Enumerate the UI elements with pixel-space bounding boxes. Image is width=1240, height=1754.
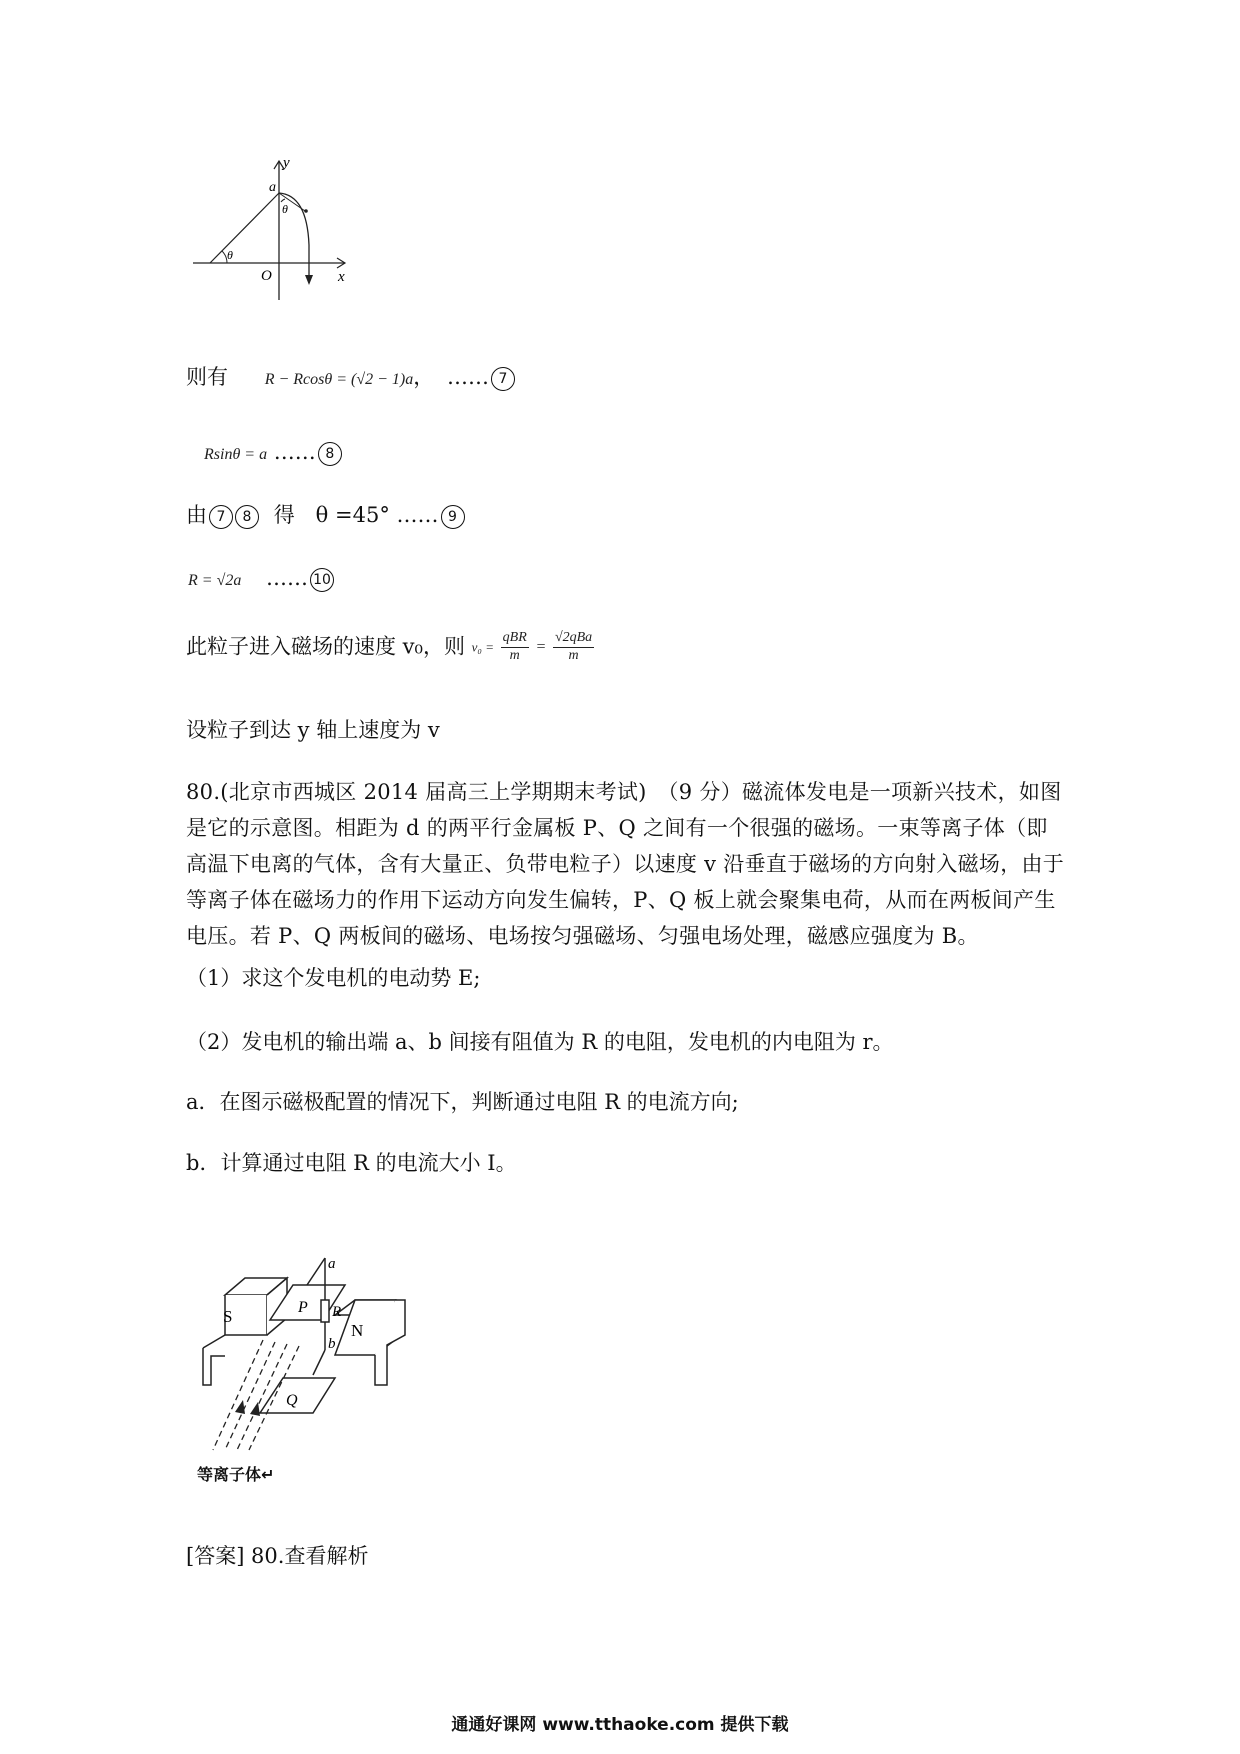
angle-theta-right: θ bbox=[282, 202, 288, 216]
answer-line: [答案] 80.查看解析 bbox=[186, 1544, 369, 1568]
equation-8 bbox=[204, 440, 342, 466]
velocity-line bbox=[186, 630, 594, 665]
circled-number-9: 9 bbox=[441, 505, 465, 529]
question-1: （1）求这个发电机的电动势 E; bbox=[186, 966, 481, 990]
equation-10 bbox=[188, 566, 334, 592]
equation-7-dots: …… bbox=[446, 365, 489, 389]
x-axis-label: x bbox=[338, 269, 345, 285]
velocity-y-axis-line: 设粒子到达 y 轴上速度为 v bbox=[186, 718, 440, 742]
resistor-r-label: R bbox=[332, 1304, 342, 1320]
fraction-2-denominator: m bbox=[568, 647, 579, 663]
v0-symbol: v₀ = bbox=[471, 639, 494, 655]
equation-9-result: 得 θ =45° bbox=[273, 503, 390, 527]
equation-10-dots: …… bbox=[266, 566, 309, 590]
circled-number-7: 7 bbox=[491, 367, 515, 391]
y-axis-label: y bbox=[283, 155, 290, 171]
plate-q-label: Q bbox=[286, 1392, 298, 1409]
question-2a: a．在图示磁极配置的情况下，判断通过电阻 R 的电流方向; bbox=[186, 1090, 739, 1114]
fraction-sqrt2qba-m bbox=[553, 630, 594, 665]
terminal-b-label: b bbox=[328, 1336, 336, 1352]
circled-number-7-ref: 7 bbox=[209, 505, 233, 529]
magnet-n-label: N bbox=[351, 1321, 364, 1340]
circled-number-8: 8 bbox=[318, 442, 342, 466]
magnet-s-label: S bbox=[223, 1307, 233, 1326]
page-footer: 通通好课网 www.tthaoke.com 提供下载 bbox=[451, 1715, 789, 1735]
angle-theta-left: θ bbox=[227, 248, 233, 262]
problem-80-body: 80.(北京市西城区 2014 届高三上学期期末考试) （9 分）磁流体发电是一项新兴技术，如图是它的示意图。相距为 d 的两平行金属板 P、Q 之间有一个很强的磁场。一束等离子体（即高温下电离的气体，含有大量正、负带电粒子）以速度 v 沿垂直于磁场的方向射入磁场，由于等离子体在磁场力的作用下运动方向发生偏转，P、Q 板上就会聚集电荷，从而在两板间产生电压。若 P、Q 两板间的磁场、电场按匀强磁场、匀强电场处理，磁感应强度为 B。 bbox=[186, 780, 1065, 948]
question-2: （2）发电机的输出端 a、b 间接有阻值为 R 的电阻，发电机的内电阻为 r。 bbox=[186, 1030, 894, 1054]
mhd-generator-diagram bbox=[195, 1250, 465, 1485]
question-2b: b．计算通过电阻 R 的电流大小 I。 bbox=[186, 1151, 517, 1175]
equation-9 bbox=[186, 503, 465, 529]
equation-9-prefix: 由 bbox=[186, 503, 207, 527]
coordinate-diagram bbox=[185, 155, 355, 305]
velocity-line-text: 此粒子进入磁场的速度 v₀，则 bbox=[186, 634, 465, 659]
origin-label: O bbox=[261, 268, 272, 284]
equation-7-sep: ， bbox=[413, 365, 435, 389]
equation-8-dots: …… bbox=[273, 440, 316, 464]
point-a-label: a bbox=[269, 180, 276, 195]
mhd-generator-figure bbox=[195, 1250, 465, 1485]
equation-7-prefix: 则有 bbox=[186, 365, 228, 389]
equals-sign: = bbox=[535, 638, 547, 656]
plasma-caption: 等离子体↵ bbox=[197, 1465, 275, 1484]
circled-number-10: 10 bbox=[310, 568, 334, 592]
terminal-a-label: a bbox=[328, 1256, 336, 1272]
equation-10-formula: R = √2a bbox=[188, 572, 242, 589]
fraction-qbr-m bbox=[501, 630, 529, 665]
equation-9-dots: …… bbox=[396, 503, 439, 527]
fraction-1-denominator: m bbox=[509, 647, 520, 663]
fraction-1-numerator: qBR bbox=[501, 630, 529, 648]
equation-7 bbox=[186, 365, 515, 391]
coordinate-figure bbox=[185, 155, 355, 305]
fraction-2-numerator: √2qBa bbox=[553, 630, 594, 648]
circled-number-8-ref: 8 bbox=[235, 505, 259, 529]
plate-p-label: P bbox=[298, 1299, 308, 1316]
equation-7-formula: R − Rcosθ = (√2 − 1)a bbox=[264, 371, 414, 388]
equation-8-formula: Rsinθ = a bbox=[204, 446, 268, 463]
